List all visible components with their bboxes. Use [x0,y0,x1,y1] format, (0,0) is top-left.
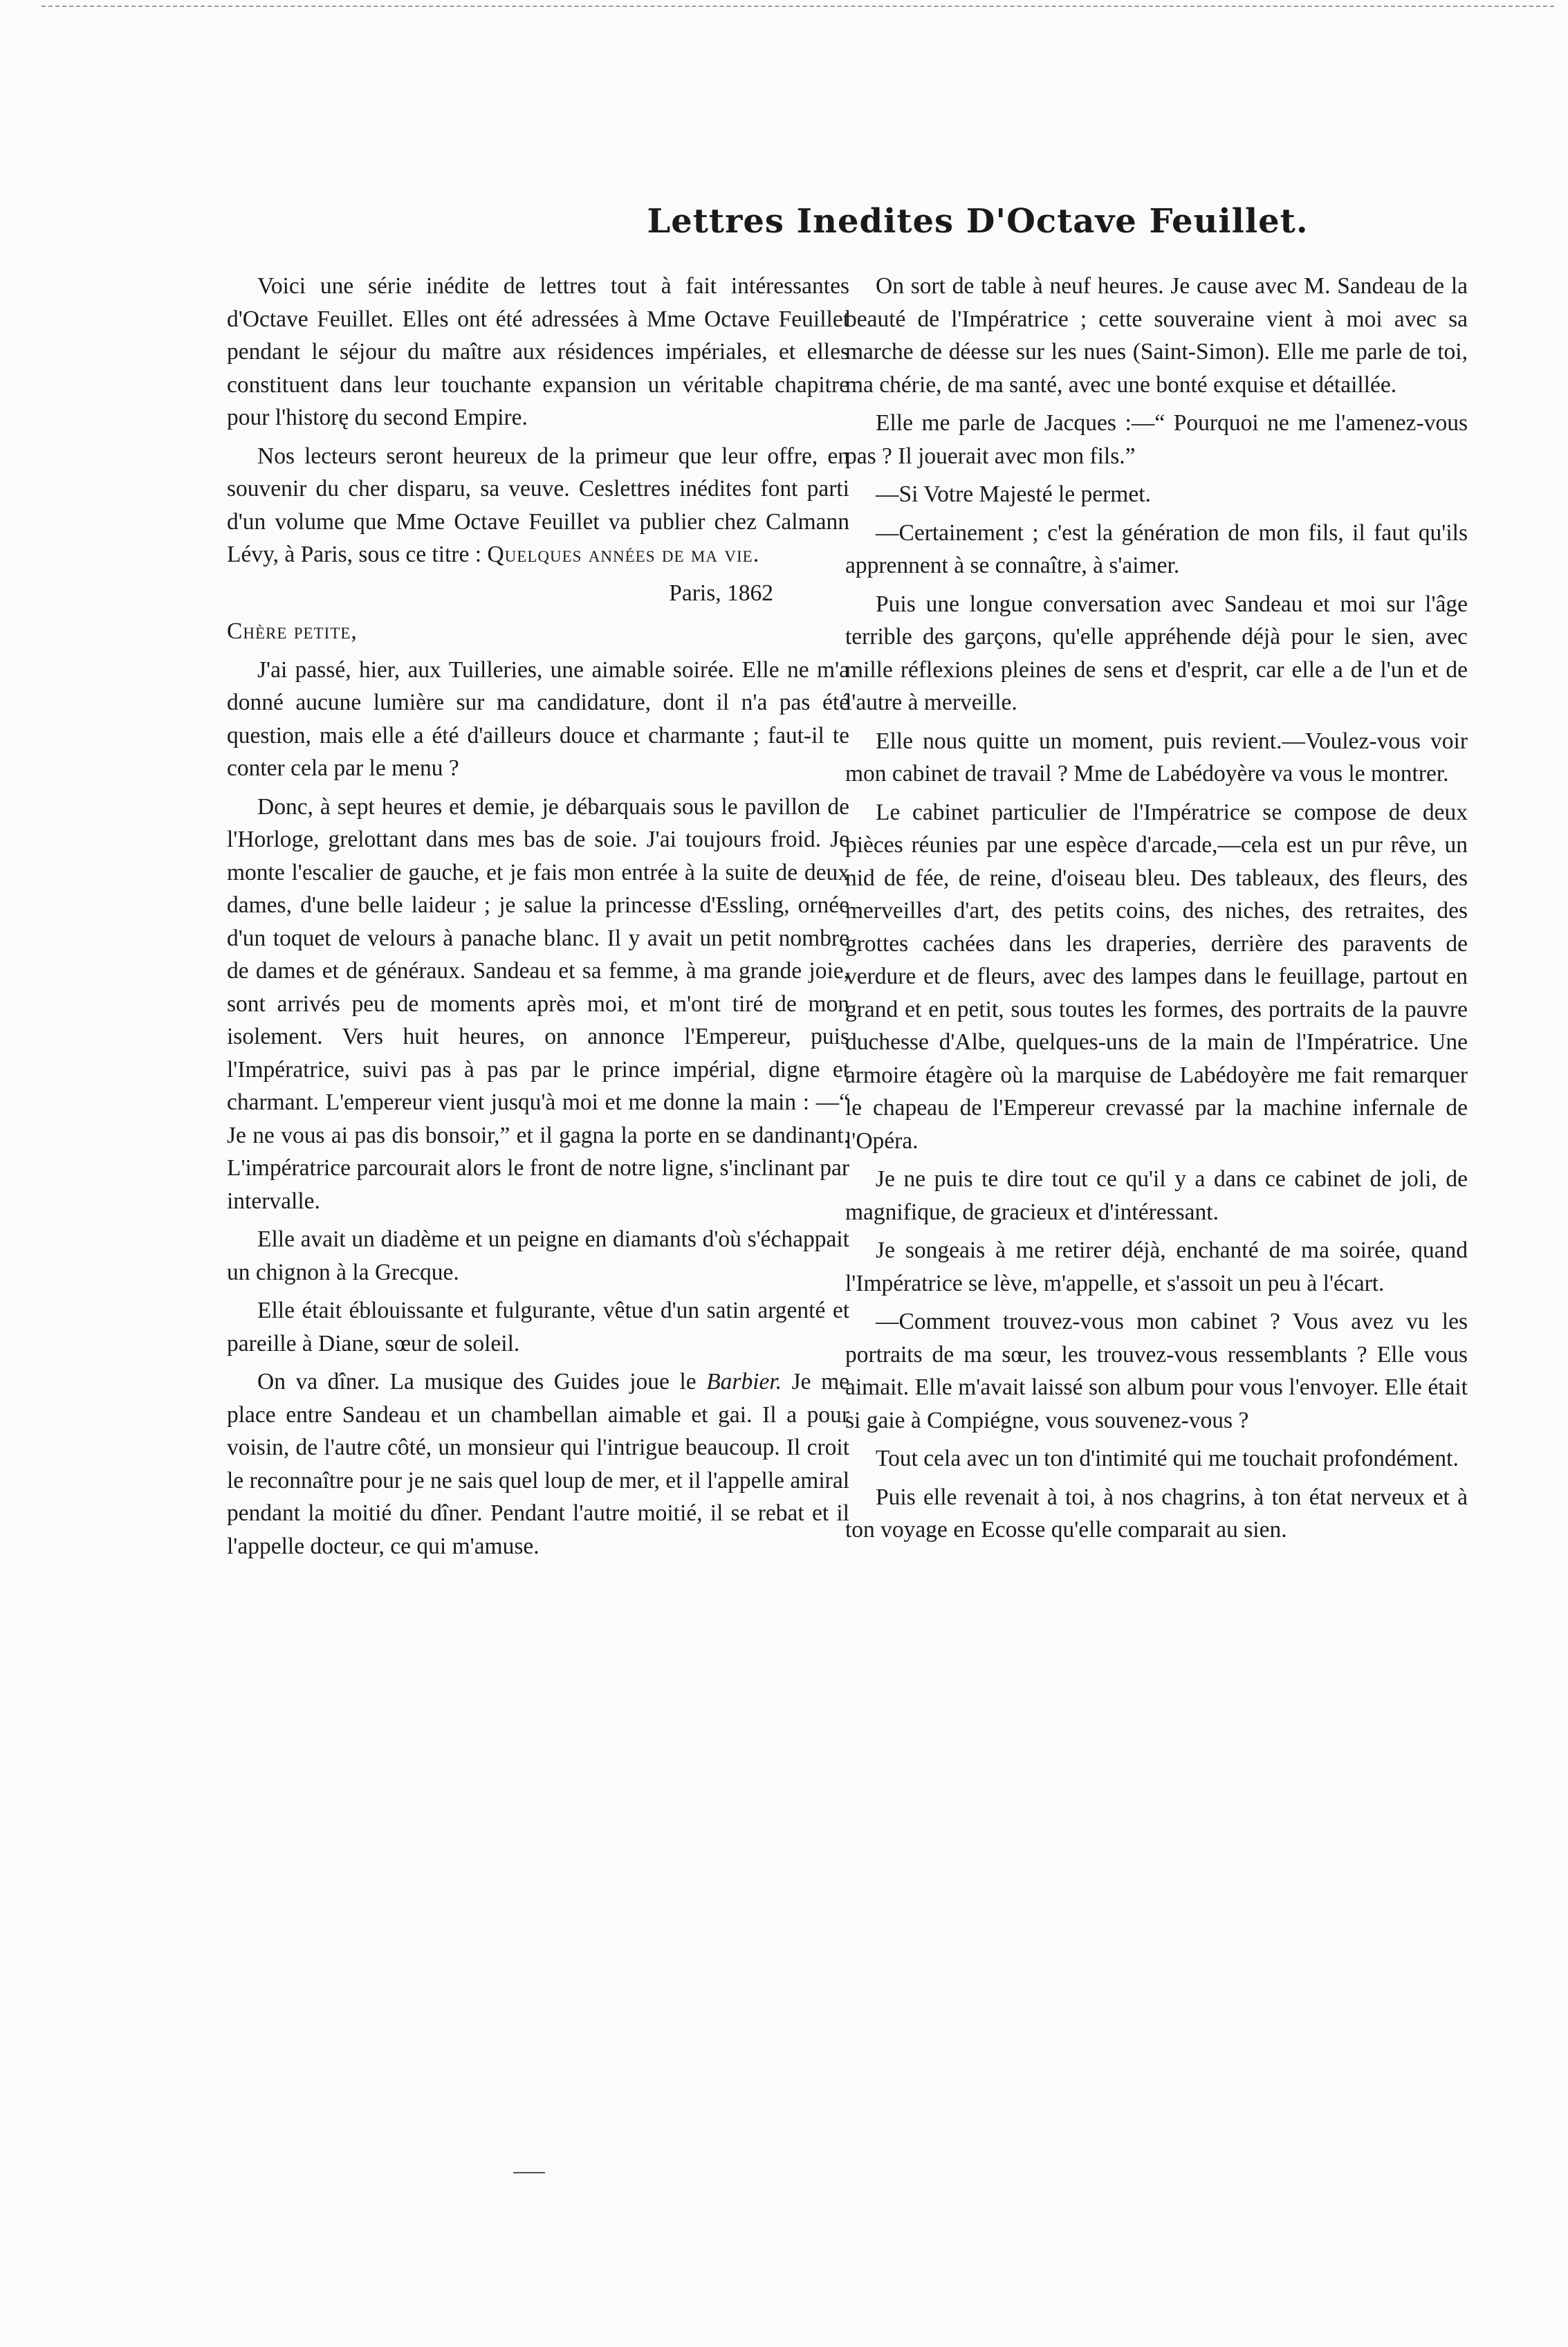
paragraph: Elle était éblouissante et fulgurante, vêtue d'un satin argenté et pareille à Diane, sœur de soleil. [227,1298,849,1356]
paragraph: J'ai passé, hier, aux Tuilleries, une aimable soirée. Elle ne m'a donné aucune lumière sur ma candidature, dont il n'a pas été question, mais elle a été d'ailleurs douce et charmante ; faut-il te conter cela par le menu ? [227,656,849,781]
paragraph: Elle nous quitte un moment, puis revient.—Voulez-vous voir mon cabinet de travail ? Mme de Labédoyère va vous le montrer. [845,728,1468,786]
letter-salutation: Chère petite, [227,618,358,644]
left-column [227,270,849,1568]
paragraph: Voici une série inédite de lettres tout à fait intéressantes d'Octave Feuillet. Elles ont été adressées à Mme Octave Feuillet pendant le séjour du maître aux résidences impériales, et elles constituent dans leur touchante expansion un véritable chapitre pour l'historę du second Empire. [227,273,849,430]
paragraph: Je songeais à me retirer déjà, enchanté de ma soirée, quand l'Impératrice se lève, m'appelle, et s'assoit un peu à l'écart. [845,1237,1468,1296]
paragraph: Je ne puis te dire tout ce qu'il y a dans ce cabinet de joli, de magnifique, de gracieux et d'intéressant. [845,1166,1468,1225]
right-column [845,270,1468,1552]
paragraph: On sort de table à neuf heures. Je cause avec M. Sandeau de la beauté de l'Impératrice ; cette souveraine vient à moi avec sa marche de déesse sur les nues (Saint-Simon). Elle me parle de toi, ma chérie, de ma santé, avec une bonté exquise et détaillée. [845,273,1468,398]
paragraph: Elle me parle de Jacques :—“ Pourquoi ne me l'amenez-vous pas ? Il jouerait avec mon fils.” [845,410,1468,469]
letter-dateline: Paris, 1862 [669,580,773,606]
paragraph: Puis une longue conversation avec Sandeau et moi sur l'âge terrible des garçons, qu'elle appréhende déjà pour le sien, avec mille réflexions pleines de sens et d'esprit, car elle a de l'un et de l'autre à merveille. [845,591,1468,715]
paragraph: On va dîner. La musique des Guides joue le Barbier. Je me place entre Sandeau et un chambellan aimable et gai. Il a pour voisin, de l'autre côté, un monsieur qui l'intrigue beaucoup. Il croit le reconnaître pour je ne sais quel loup de mer, et il l'appelle amiral pendant la moitié du dîner. Pendant l'autre moitié, il se rebat et il l'appelle docteur, ce qui m'amuse. [227,1369,850,1559]
book-title: Quelques années de ma vie. [487,542,760,567]
top-border-rule [41,6,1554,7]
paragraph: —Certainement ; c'est la génération de mon fils, il faut qu'ils apprennent à se connaître, à s'aimer. [845,519,1468,578]
paragraph: —Si Votre Majesté le permet. [876,481,1151,507]
paragraph: —Comment trouvez-vous mon cabinet ? Vous avez vu les portraits de ma sœur, les trouvez-vous ressemblants ? Elle vous aimait. Elle m'avait laissé son album pour vous l'envoyer. Elle était si gaie à Compiégne, vous souvenez-vous ? [845,1309,1468,1433]
article-title: Lettres Inedites D'Octave Feuillet. [647,202,1309,241]
paragraph: Le cabinet particulier de l'Impératrice se compose de deux pièces réunies par une espèce d'arcade,—cela est un pur rêve, un nid de fée, de reine, d'oiseau bleu. Des tableaux, des fleurs, des merveilles d'art, des petits coins, des niches, des retraites, des grottes cachées dans les draperies, derrière des paravents de verdure et de fleurs, avec des lampes dans le feuillage, partout en grand et en petit, sous toutes les formes, des portraits de la pauvre duchesse d'Albe, quelques-uns de la main de l'Impératrice. Une armoire étagère où la marquise de Labédoyère me fait remarquer le chapeau de l'Empereur crevassé par la machine infernale de l'Opéra. [845,799,1468,1154]
paragraph: Donc, à sept heures et demie, je débarquais sous le pavillon de l'Horloge, grelottant dans mes bas de soie. J'ai toujours froid. Je monte l'escalier de gauche, et je fais mon entrée à la suite de deux dames, d'une belle laideur ; je salue la princesse d'Essling, ornée d'un toquet de velours à panache blanc. Il y avait un petit nombre de dames et de généraux. Sandeau et sa femme, à ma grande joie, sont arrivés peu de moments après moi, et m'ont tiré de mon isolement. Vers huit heures, on annonce l'Empereur, puis l'Impératrice, suivi pas à pas par le prince impérial, digne et charmant. L'empereur vient jusqu'à moi et me donne la main : —“ Je ne vous ai pas dis bonsoir,” et il gagna la porte en se dandinant. L'impératrice parcourait alors le front de notre ligne, s'inclinant par intervalle. [227,793,849,1214]
paragraph: Elle avait un diadème et un peigne en diamants d'où s'échappait un chignon à la Grecque. [227,1226,849,1285]
paragraph: Puis elle revenait à toi, à nos chagrins, à ton état nerveux et à ton voyage en Ecosse qu'elle comparait au sien. [845,1484,1468,1543]
italic-title: Barbier. [706,1369,782,1395]
footer-rule [513,2172,545,2173]
paragraph: Nos lecteurs seront heureux de la primeur que leur offre, en souvenir du cher disparu, sa veuve. Ceslettres inédites font parti d'un volume que Mme Octave Feuillet va publier chez Calmann Lévy, à Paris, sous ce titre : Quelques années de ma vie. [227,443,849,567]
paragraph: Tout cela avec un ton d'intimité qui me touchait profondément. [876,1446,1459,1471]
